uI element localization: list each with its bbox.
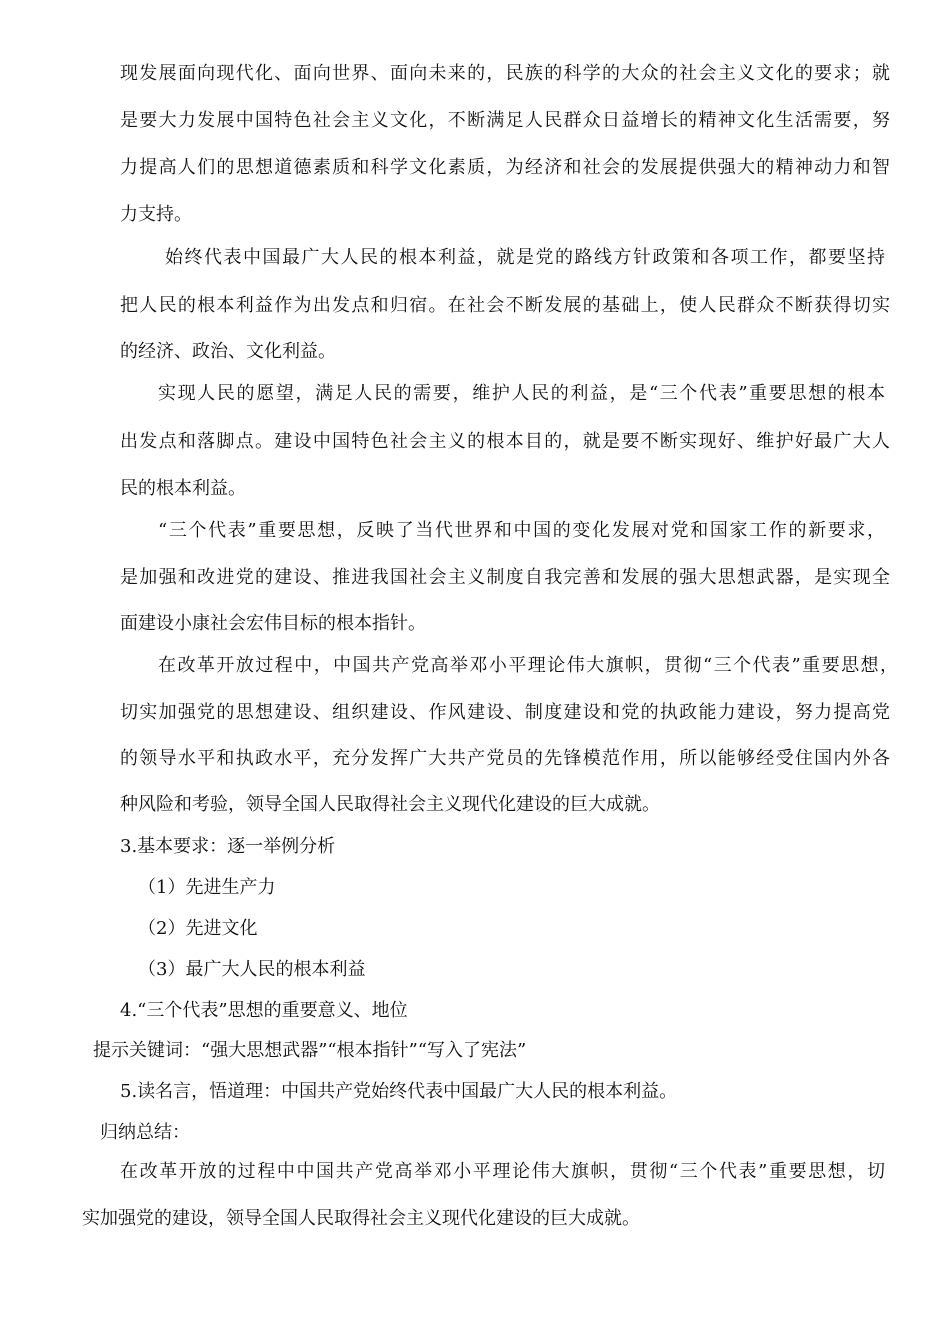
paragraph-line: 种风险和考验，领导全国人民取得社会主义现代化建设的巨大成就。 — [120, 794, 660, 815]
paragraph-line: 力支持。 — [120, 204, 192, 225]
section-heading: 4.“三个代表”思想的重要意义、地位 — [120, 1000, 408, 1021]
paragraph-line: 是要大力发展中国特色社会主义文化，不断满足人民群众日益增长的精神文化生活需要，努 — [120, 110, 890, 131]
paragraph-line: 力提高人们的思想道德素质和科学文化素质，为经济和社会的发展提供强大的精神动力和智 — [120, 157, 890, 178]
paragraph-line: 始终代表中国最广大人民的根本利益，就是党的路线方针政策和各项工作，都要坚持 — [165, 247, 885, 268]
paragraph-line: 现发展面向现代化、面向世界、面向未来的，民族的科学的大众的社会主义文化的要求；就 — [120, 63, 890, 84]
paragraph-line: 面建设小康社会宏伟目标的根本指针。 — [120, 613, 426, 634]
paragraph-line: 是加强和改进党的建设、推进我国社会主义制度自我完善和发展的强大思想武器，是实现全 — [120, 567, 890, 588]
section-heading: 5.读名言，悟道理：中国共产党始终代表中国最广大人民的根本利益。 — [120, 1081, 678, 1102]
paragraph-line: 出发点和落脚点。建设中国特色社会主义的根本目的，就是要不断实现好、维护好最广大人 — [120, 431, 890, 452]
paragraph-line: 在改革开放的过程中中国共产党高举邓小平理论伟大旗帜，贯彻“三个代表”重要思想，切 — [120, 1161, 885, 1182]
paragraph-line: 实现人民的愿望，满足人民的需要，维护人民的利益，是“三个代表”重要思想的根本 — [158, 383, 885, 404]
paragraph-line: 把人民的根本利益作为出发点和归宿。在社会不断发展的基础上，使人民群众不断获得切实 — [120, 295, 890, 316]
hint-line: 提示关键词：“强大思想武器”“根本指针”“写入了宪法” — [93, 1040, 527, 1061]
list-item: （1）先进生产力 — [138, 877, 276, 898]
paragraph-line: 在改革开放过程中，中国共产党高举邓小平理论伟大旗帜，贯彻“三个代表”重要思想， — [158, 655, 898, 676]
list-item: （2）先进文化 — [138, 918, 258, 939]
paragraph-line: 切实加强党的思想建设、组织建设、作风建设、制度建设和党的执政能力建设，努力提高党 — [120, 702, 890, 723]
paragraph-line: 民的根本利益。 — [120, 478, 246, 499]
paragraph-line: “三个代表”重要思想，反映了当代世界和中国的变化发展对党和国家工作的新要求， — [158, 520, 885, 541]
paragraph-line: 实加强党的建设，领导全国人民取得社会主义现代化建设的巨大成就。 — [82, 1208, 640, 1229]
summary-heading: 归纳总结： — [100, 1122, 190, 1143]
paragraph-line: 的经济、政治、文化利益。 — [120, 341, 336, 362]
list-item: （3）最广大人民的根本利益 — [138, 959, 366, 980]
section-heading: 3.基本要求：逐一举例分析 — [120, 836, 336, 857]
paragraph-line: 的领导水平和执政水平，充分发挥广大共产党员的先锋模范作用，所以能够经受住国内外各 — [120, 748, 890, 769]
